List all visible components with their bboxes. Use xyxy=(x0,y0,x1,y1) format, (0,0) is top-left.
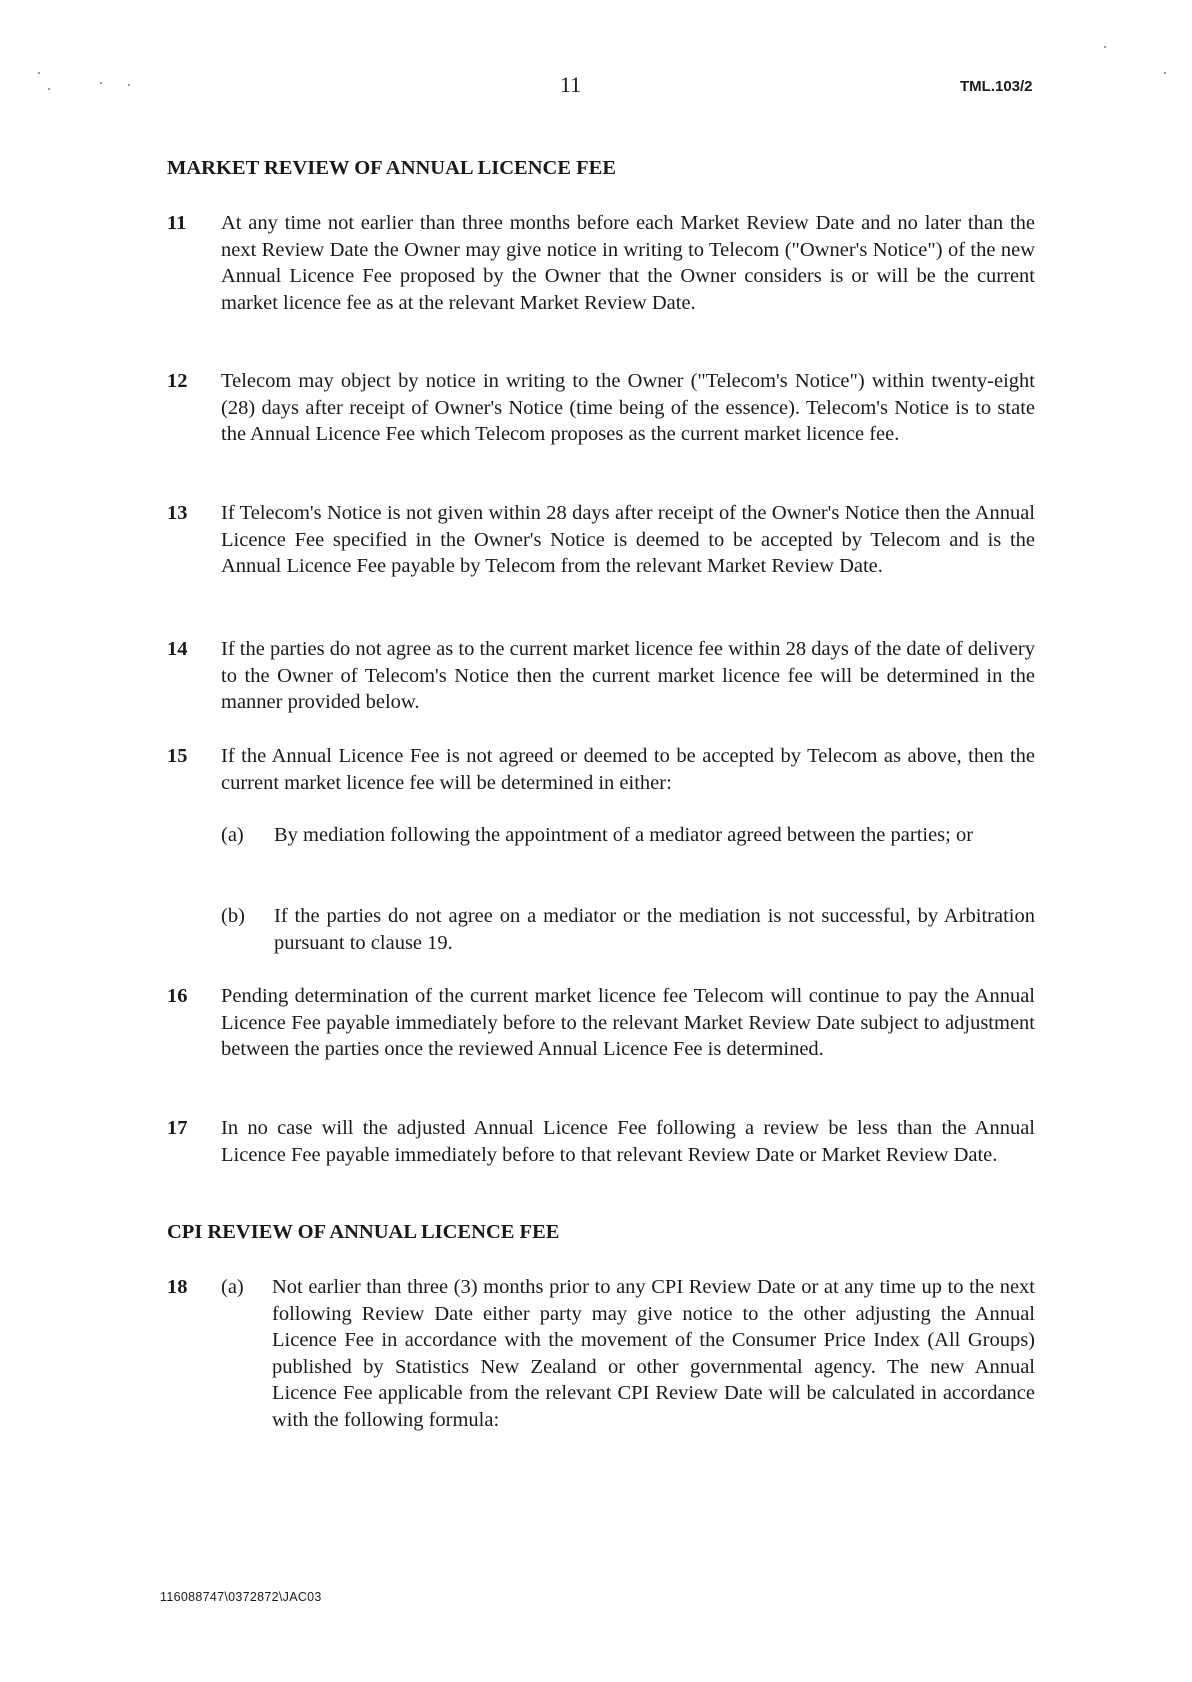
clause-number: 17 xyxy=(167,1117,188,1139)
clause-number: 18 xyxy=(167,1276,188,1298)
clause-number: 14 xyxy=(167,638,188,660)
scan-speck xyxy=(1104,46,1106,48)
clause-18 xyxy=(167,1274,1035,1433)
clause-number: 11 xyxy=(167,212,187,234)
clause-15 xyxy=(167,743,1035,796)
clause-number: 12 xyxy=(167,370,188,392)
sub-label: (a) xyxy=(221,1276,244,1298)
scan-speck xyxy=(1164,72,1166,74)
scan-speck xyxy=(100,82,102,84)
clause-number: 13 xyxy=(167,502,188,524)
clause-text: At any time not earlier than three months before each Market Review Date and no later than the next Review Date the Owner may give notice in writing to Telecom ("Owner's Notice") of the new Annual Licence Fee proposed by the Owner that the Owner considers is or will be the current market licence fee as at the relevant Market Review Date. xyxy=(221,212,1035,314)
cpi-review-heading: CPI REVIEW OF ANNUAL LICENCE FEE xyxy=(167,1221,560,1243)
scan-speck xyxy=(128,84,130,86)
scan-speck xyxy=(48,88,50,90)
clause-16 xyxy=(167,983,1035,1063)
sub-text: By mediation following the appointment of a mediator agreed between the parties; or xyxy=(274,824,974,846)
clause-text: If Telecom's Notice is not given within 28 days after receipt of the Owner's Notice then the Annual Licence Fee specified in the Owner's Notice is deemed to be accepted by Telecom and is the Annual Licence Fee payable by Telecom from the relevant Market Review Date. xyxy=(221,502,1035,577)
clause-15-sub-a xyxy=(221,822,1035,849)
market-review-heading: MARKET REVIEW OF ANNUAL LICENCE FEE xyxy=(167,157,616,179)
document-reference: TML.103/2 xyxy=(960,78,1033,95)
clause-11 xyxy=(167,210,1035,316)
clause-number: 15 xyxy=(167,745,188,767)
clause-text: If the Annual Licence Fee is not agreed or deemed to be accepted by Telecom as above, then the current market licence fee will be determined in either: xyxy=(221,745,1035,794)
clause-text: In no case will the adjusted Annual Licence Fee following a review be less than the Annual Licence Fee payable immediately before to that relevant Review Date or Market Review Date. xyxy=(221,1117,1035,1166)
footer-document-id: 116088747\0372872\JAC03 xyxy=(160,1590,322,1604)
clause-text: Pending determination of the current market licence fee Telecom will continue to pay the Annual Licence Fee payable immediately before to the relevant Market Review Date subject to adjustment between the parties once the reviewed Annual Licence Fee is determined. xyxy=(221,985,1035,1060)
page-number: 11 xyxy=(560,72,582,97)
sub-text: If the parties do not agree on a mediator or the mediation is not successful, by Arbitration pursuant to clause 19. xyxy=(274,905,1035,954)
sub-label: (b) xyxy=(221,905,245,927)
clause-text: Not earlier than three (3) months prior to any CPI Review Date or at any time up to the next following Review Date either party may give notice to the other adjusting the Annual Licence Fee in accordance with the movement of the Consumer Price Index (All Groups) published by Statistics New Zealand or other governmental agency. The new Annual Licence Fee applicable from the relevant CPI Review Date will be calculated in accordance with the following formula: xyxy=(272,1276,1035,1431)
clause-13 xyxy=(167,500,1035,580)
clause-text: Telecom may object by notice in writing to the Owner ("Telecom's Notice") within twenty-eight (28) days after receipt of Owner's Notice (time being of the essence). Telecom's Notice is to state the Annual Licence Fee which Telecom proposes as the current market licence fee. xyxy=(221,370,1035,445)
scan-speck xyxy=(38,72,40,74)
clause-12 xyxy=(167,368,1035,448)
clause-number: 16 xyxy=(167,985,188,1007)
clause-17 xyxy=(167,1115,1035,1168)
clause-15-sub-b xyxy=(221,903,1035,956)
sub-label: (a) xyxy=(221,824,244,846)
clause-text: If the parties do not agree as to the current market licence fee within 28 days of the date of delivery to the Owner of Telecom's Notice then the current market licence fee will be determined in the manner provided below. xyxy=(221,638,1035,713)
clause-14 xyxy=(167,636,1035,716)
